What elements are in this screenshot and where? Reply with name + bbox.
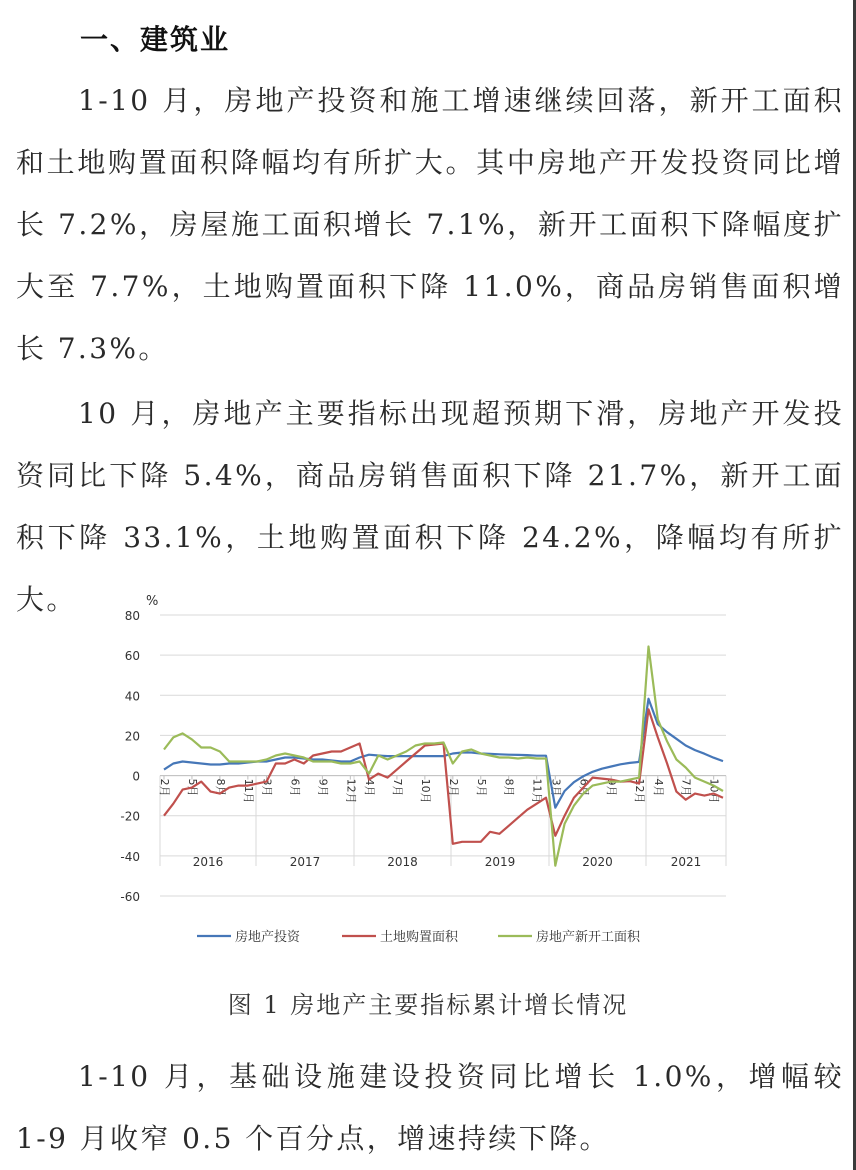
paragraph-infrastructure bbox=[16, 1046, 844, 1170]
year-label: 2016 bbox=[192, 855, 224, 869]
month-tick-label: 10月 bbox=[707, 778, 721, 804]
y-tick-label: -20 bbox=[120, 809, 140, 824]
month-tick-label: 6月 bbox=[288, 778, 302, 797]
legend-label: 土地购置面积 bbox=[380, 930, 459, 945]
paragraph-text: 1-10 月，房地产投资和施工增速继续回落，新开工面积和土地购置面积降幅均有所扩大。其中房地产开发投资同比增长 7.2%，房屋施工面积增长 7.1%，新开工面积下降幅度扩大至 7.7%，土地购置面积下降 11.0%，商品房销售面积增长 7.3%。 bbox=[16, 84, 844, 365]
year-label: 2017 bbox=[289, 855, 321, 869]
month-tick-label: 5月 bbox=[474, 778, 488, 797]
paragraph-real-estate-ytd bbox=[16, 70, 844, 380]
month-tick-label: 4月 bbox=[651, 778, 665, 797]
month-tick-label: 7月 bbox=[679, 778, 693, 797]
y-tick-label: 60 bbox=[124, 649, 140, 664]
y-tick-label: 80 bbox=[124, 609, 140, 623]
month-tick-label: 12月 bbox=[344, 778, 358, 804]
month-tick-label: 8月 bbox=[502, 778, 516, 797]
month-tick-label: 2月 bbox=[446, 778, 460, 797]
year-label: 2018 bbox=[387, 855, 418, 869]
section-heading: 一、建筑业 bbox=[80, 23, 231, 56]
month-tick-label: 4月 bbox=[362, 778, 376, 797]
month-tick-label: 10月 bbox=[418, 778, 432, 804]
year-label: 2020 bbox=[582, 855, 613, 869]
month-tick-label: 11月 bbox=[530, 778, 544, 804]
month-tick-label: 11月 bbox=[241, 778, 255, 804]
month-tick-label: 7月 bbox=[390, 778, 404, 797]
y-unit-label: % bbox=[146, 594, 159, 609]
year-label: 2019 bbox=[484, 855, 516, 869]
month-tick-label: 2月 bbox=[158, 778, 171, 797]
real-estate-growth-chart bbox=[0, 585, 856, 965]
y-tick-label: 0 bbox=[132, 769, 140, 784]
month-tick-label: 5月 bbox=[185, 778, 199, 797]
month-tick-label: 9月 bbox=[605, 778, 619, 797]
year-label: 2021 bbox=[670, 855, 702, 869]
legend-label: 房地产投资 bbox=[235, 930, 301, 945]
month-tick-label: 3月 bbox=[549, 778, 563, 797]
figure-caption: 图 1 房地产主要指标累计增长情况 bbox=[227, 991, 629, 1019]
month-tick-label: 9月 bbox=[316, 778, 330, 797]
y-tick-label: -40 bbox=[120, 849, 140, 864]
month-tick-label: 6月 bbox=[577, 778, 591, 797]
y-tick-label: -60 bbox=[120, 890, 140, 904]
y-tick-label: 40 bbox=[124, 689, 140, 704]
paragraph-text: 1-10 月，基础设施建设投资同比增长 1.0%，增幅较 1-9 月收窄 0.5 个百分点，增速持续下降。 bbox=[16, 1060, 844, 1155]
y-tick-label: 20 bbox=[124, 729, 140, 744]
month-tick-label: 3月 bbox=[260, 778, 274, 797]
month-tick-label: 8月 bbox=[213, 778, 227, 797]
paragraph-text: 10 月，房地产主要指标出现超预期下滑，房地产开发投资同比下降 5.4%，商品房销售面积下降 21.7%，新开工面积下降 33.1%，土地购置面积下降 24.2%，降幅均有所扩大。 bbox=[16, 397, 844, 616]
month-tick-label: 12月 bbox=[633, 778, 647, 804]
legend-label: 房地产新开工面积 bbox=[536, 930, 641, 945]
